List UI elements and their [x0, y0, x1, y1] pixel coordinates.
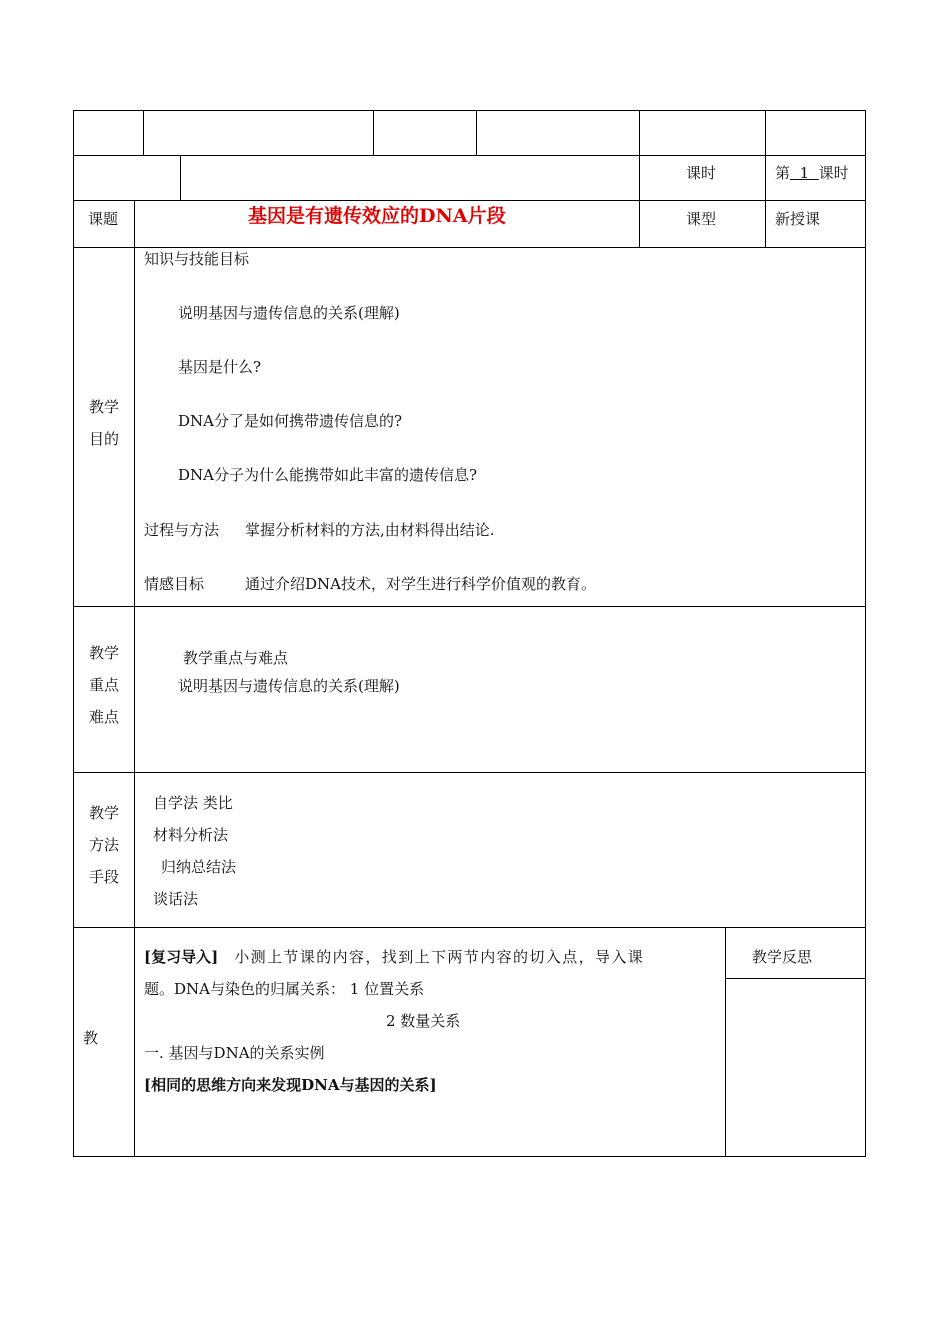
reflection-label: 教学反思 — [752, 948, 813, 966]
review-text: 小测上节课的内容，找到上下两节内容的切入点，导入课 — [234, 948, 645, 966]
kexing-label: 课型 — [686, 210, 717, 228]
methods-label-1: 教学 — [89, 804, 120, 822]
objective-item: 基因是什么? — [178, 358, 262, 376]
keshi-value — [775, 164, 849, 182]
objective-item: DNA分子为什么能携带如此丰富的遗传信息? — [178, 466, 478, 484]
emotion-label: 情感目标 — [144, 575, 205, 593]
process-method-label: 过程与方法 — [144, 521, 220, 539]
objectives-heading: 知识与技能目标 — [144, 250, 250, 268]
kexing-value: 新授课 — [775, 210, 821, 228]
process-line-heading: [相同的思维方向来发现DNA与基因的关系] — [144, 1076, 437, 1094]
keti-label: 课题 — [88, 210, 119, 228]
method-item: 自学法 类比 — [153, 794, 233, 812]
process-method-text: 掌握分析材料的方法,由材料得出结论. — [245, 521, 495, 539]
keypoints-heading: 教学重点与难点 — [183, 649, 289, 667]
method-item: 归纳总结法 — [161, 858, 237, 876]
lesson-title: 基因是有遗传效应的DNA片段 — [248, 205, 506, 227]
methods-label-3: 手段 — [89, 868, 120, 886]
keypoints-label-3: 难点 — [89, 708, 120, 726]
process-label: 教 — [83, 1029, 99, 1047]
methods-label-2: 方法 — [89, 836, 120, 854]
objective-item: 说明基因与遗传信息的关系(理解) — [178, 304, 400, 322]
keypoints-label-2: 重点 — [89, 676, 120, 694]
method-item: 材料分析法 — [153, 826, 229, 844]
keshi-label: 课时 — [686, 164, 717, 182]
process-line: 一. 基因与DNA的关系实例 — [144, 1044, 325, 1062]
keshi-prefix: 第 — [775, 164, 791, 182]
objectives-label-1: 教学 — [89, 398, 120, 416]
process-line: 2 数量关系 — [386, 1012, 461, 1030]
objectives-label-2: 目的 — [89, 430, 120, 448]
emotion-text: 通过介绍DNA技术，对学生进行科学价值观的教育。 — [245, 575, 596, 593]
review-tag: [复习导入] — [144, 948, 219, 966]
objective-item: DNA分了是如何携带遗传信息的? — [178, 412, 403, 430]
keshi-suffix: 课时 — [818, 164, 849, 182]
keypoints-label-1: 教学 — [89, 644, 120, 662]
review-line — [144, 948, 644, 966]
method-item: 谈话法 — [153, 890, 199, 908]
keshi-number: 1 — [799, 164, 810, 182]
process-line: 题。DNA与染色的归属关系： 1 位置关系 — [144, 980, 425, 998]
keypoints-text: 说明基因与遗传信息的关系(理解) — [178, 677, 400, 695]
